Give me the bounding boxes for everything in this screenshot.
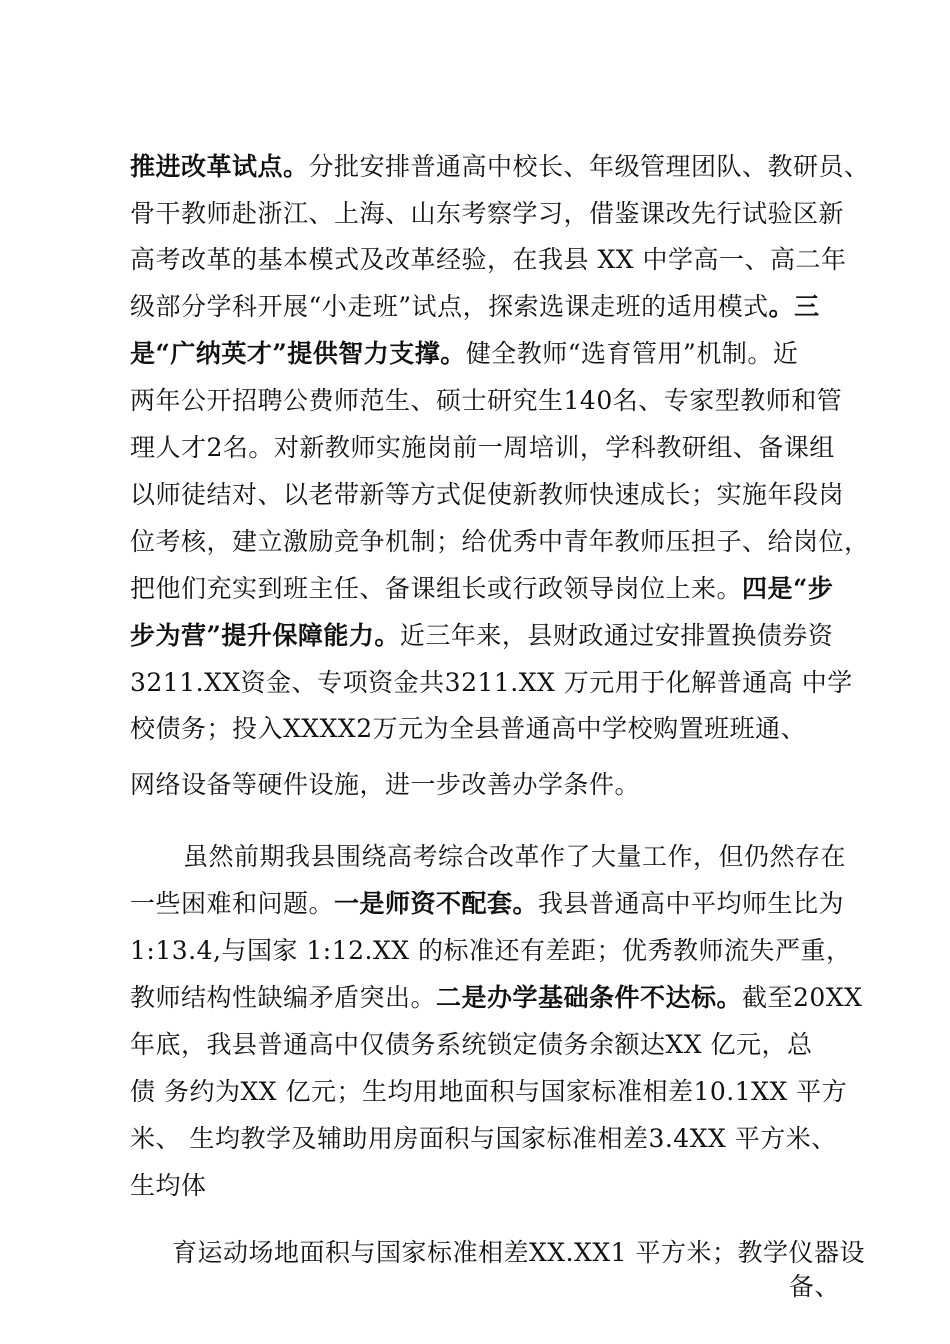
text-line: 骨干教师赴浙江、上海、山东考察学习，借鉴课改先行试验区新 [130,199,845,228]
text-line: 步为营”提升保障能力。近三年来，县财政通过安排置换债券资 [130,621,834,650]
text-line: 推进改革试点。分批安排普通高中校长、年级管理团队、教研员、 [130,152,870,181]
text-line: 3211.XX资金、专项资金共3211.XX 万元用于化解普通高 中学 [130,668,853,697]
text-line: 高考改革的基本模式及改革经验，在我县 XX 中学高一、高二年 [130,245,847,274]
text-line: 理人才2名。对新教师实施岗前一周培训，学科教研组、备课组 [130,433,835,462]
text-line: 以师徒结对、以老带新等方式促使新教师快速成长；实施年段岗 [130,480,845,509]
text-line: 债 务约为XX 亿元；生均用地面积与国家标准相差10.1XX 平方 [130,1077,848,1106]
text-line: 生均体 [130,1171,207,1200]
text-line: 把他们充实到班主任、备课组长或行政领导岗位上来。四是“步 [130,574,834,603]
text-line: 位考核，建立激励竞争机制；给优秀中青年教师压担子、给岗位， [130,527,870,556]
text-line: 虽然前期我县围绕高考综合改革作了大量工作，但仍然存在 [183,842,847,871]
text-line: 1:13.4,与国家 1:12.XX 的标准还有差距；优秀教师流失严重， [130,936,852,965]
text-line: 网络设备等硬件设施，进一步改善办学条件。 [130,770,641,799]
text-line: 级部分学科开展“小走班”试点，探索选课走班的适用模式。三 [130,292,820,321]
text-line: 育运动场地面积与国家标准相差XX.XX1 平方米；教学仪器设 [172,1238,865,1267]
text-line: 两年公开招聘公费师范生、硕士研究生140名、专家型教师和管 [130,386,843,415]
text-line: 教师结构性缺编矛盾突出。二是办学基础条件不达标。截至20XX [130,983,863,1012]
text-line: 一些困难和问题。一是师资不配套。我县普通高中平均师生比为 [130,889,845,918]
text-line: 是“广纳英才”提供智力支撑。健全教师“选育管用”机制。近 [130,339,799,368]
text-line: 校债务；投入XXXX2万元为全县普通高中学校购置班班通、 [130,714,807,743]
text-line: 年底，我县普通高中仅债务系统锁定债务余额达XX 亿元，总 [130,1030,813,1059]
text-line: 米、 生均教学及辅助用房面积与国家标准相差3.4XX 平方米、 [130,1124,837,1153]
text-line: 备、 [788,1272,840,1301]
